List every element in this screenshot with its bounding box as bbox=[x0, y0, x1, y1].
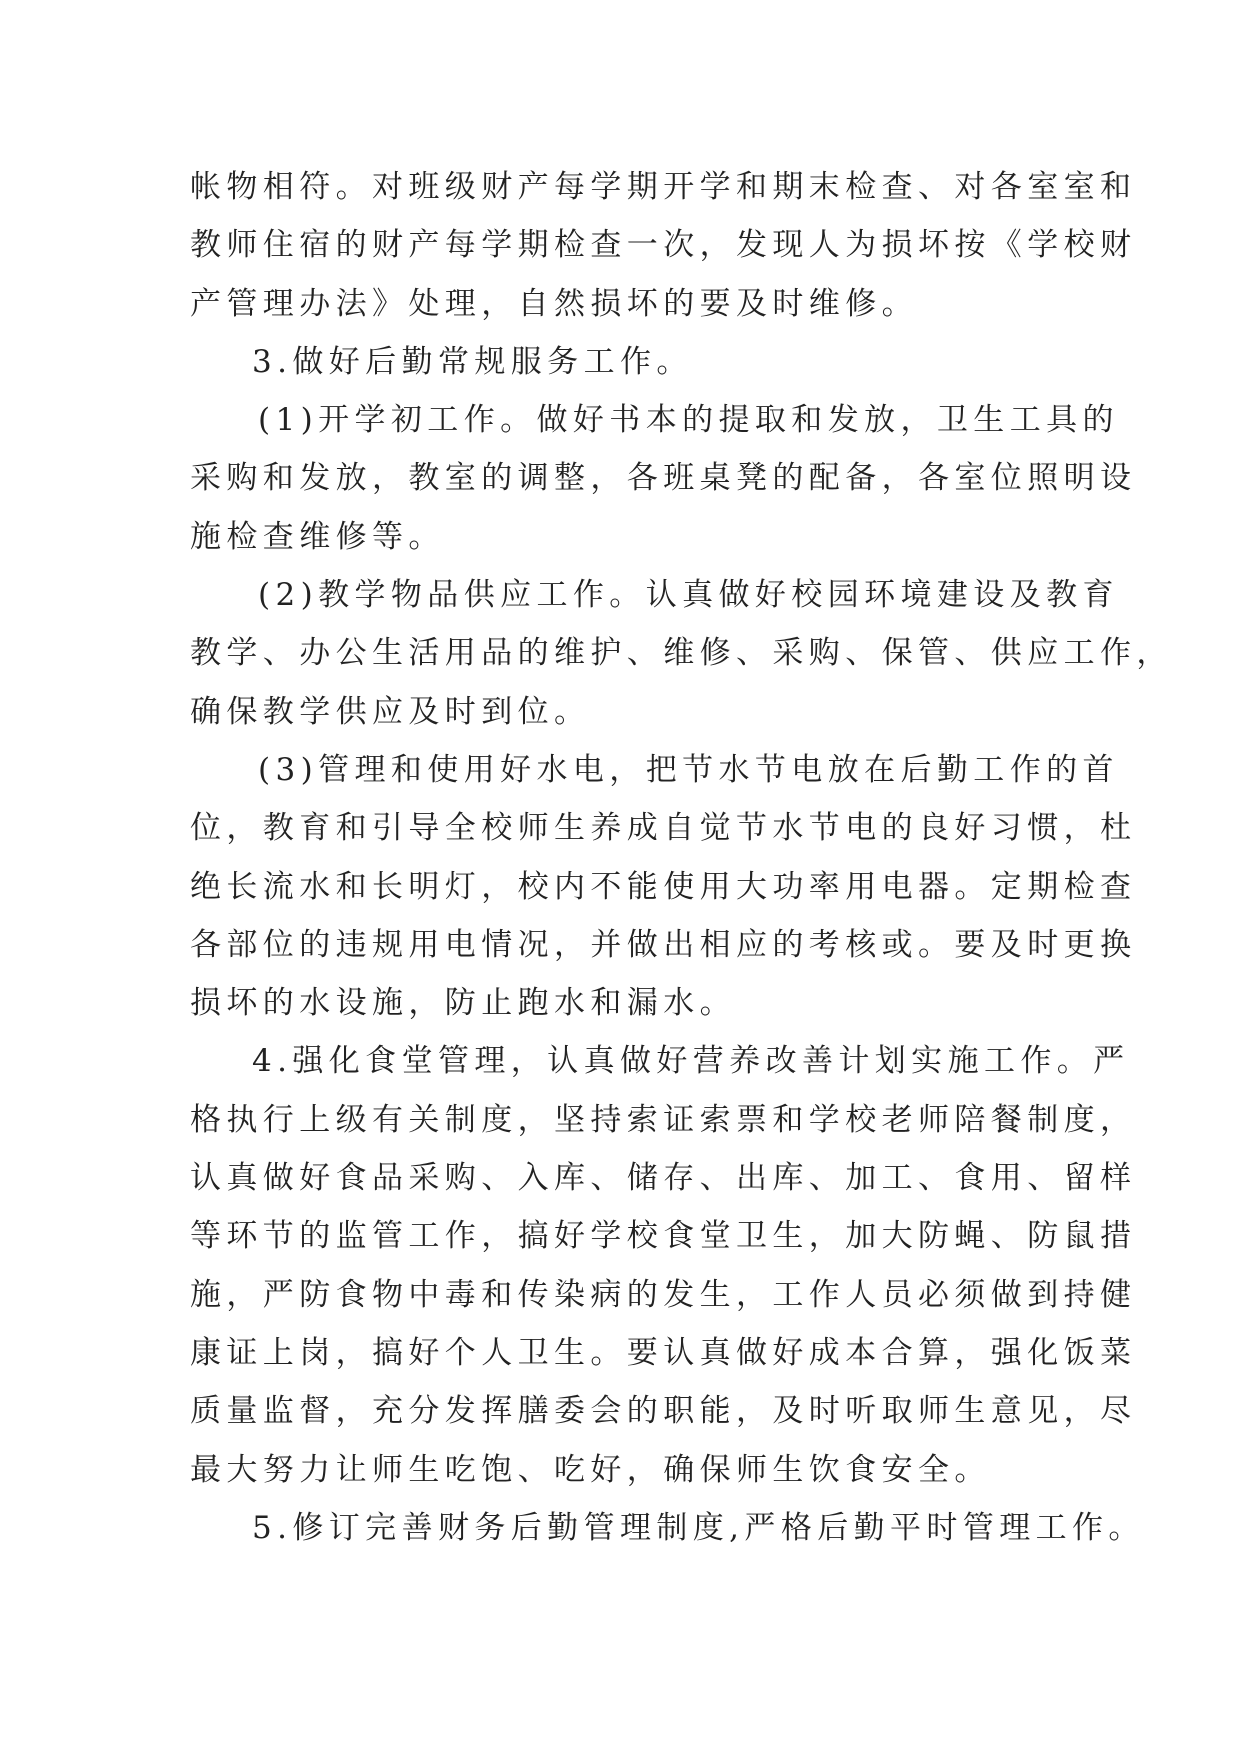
section-heading-4: 4.强化食堂管理，认真做好营养改善计划实施工作。严 bbox=[252, 1043, 1130, 1080]
text-line: 格执行上级有关制度，坚持索证索票和学校老师陪餐制度， bbox=[190, 1101, 1137, 1138]
text-line: 各部位的违规用电情况，并做出相应的考核或。要及时更换 bbox=[190, 926, 1137, 963]
sub-item-3: (3)管理和使用好水电，把节水节电放在后勤工作的首 bbox=[258, 751, 1119, 788]
text-line: 教学、办公生活用品的维护、维修、采购、保管、供应工作， bbox=[190, 635, 1173, 672]
text-line: 康证上岗，搞好个人卫生。要认真做好成本合算，强化饭菜 bbox=[190, 1334, 1137, 1371]
text-line: 教师住宿的财产每学期检查一次，发现人为损坏按《学校财 bbox=[190, 227, 1137, 264]
text-line: 等环节的监管工作，搞好学校食堂卫生，加大防蝇、防鼠措 bbox=[190, 1218, 1137, 1255]
sub-item-2: (2)教学物品供应工作。认真做好校园环境建设及教育 bbox=[258, 577, 1119, 614]
text-line: 最大努力让师生吃饱、吃好，确保师生饮食安全。 bbox=[190, 1451, 991, 1488]
text-line: 质量监督，充分发挥膳委会的职能，及时听取师生意见，尽 bbox=[190, 1393, 1137, 1430]
section-heading-3: 3.做好后勤常规服务工作。 bbox=[252, 343, 693, 380]
text-line: 产管理办法》处理，自然损坏的要及时维修。 bbox=[190, 285, 918, 322]
text-line: 认真做好食品采购、入库、储存、出库、加工、食用、留样 bbox=[190, 1160, 1137, 1197]
text-line: 位，教育和引导全校师生养成自觉节水节电的良好习惯，杜 bbox=[190, 810, 1137, 847]
text-line: 帐物相符。对班级财产每学期开学和期末检查、对各室室和 bbox=[190, 169, 1137, 205]
body-text bbox=[190, 158, 1173, 1557]
section-heading-5: 5.修订完善财务后勤管理制度,严格后勤平时管理工作。 bbox=[252, 1509, 1145, 1546]
text-line: 施检查维修等。 bbox=[190, 518, 445, 555]
text-line: 采购和发放，教室的调整，各班桌凳的配备，各室位照明设 bbox=[190, 460, 1137, 497]
text-line: 损坏的水设施，防止跑水和漏水。 bbox=[190, 985, 736, 1022]
text-line: 确保教学供应及时到位。 bbox=[190, 693, 591, 730]
text-line: 绝长流水和长明灯，校内不能使用大功率用电器。定期检查 bbox=[190, 868, 1137, 905]
text-line: 施，严防食物中毒和传染病的发生，工作人员必须做到持健 bbox=[190, 1276, 1137, 1313]
sub-item-1: (1)开学初工作。做好书本的提取和发放，卫生工具的 bbox=[258, 402, 1119, 439]
